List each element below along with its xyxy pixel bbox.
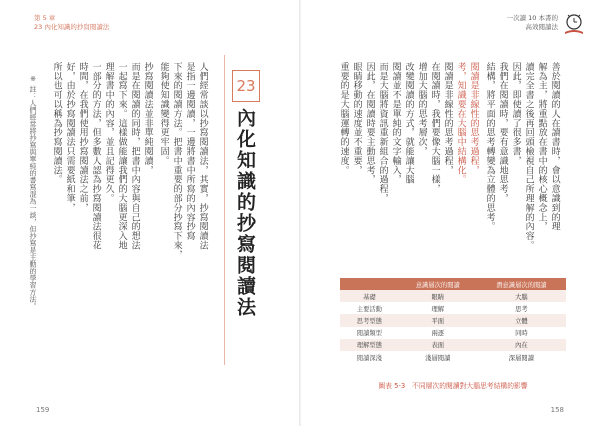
right-body-col-15: 重要的是大腦運轉的速度。 — [338, 62, 349, 175]
left-body-col-1: 人們經常談以抄寫閱讀法，其實，抄寫閱讀法 — [197, 62, 208, 250]
table-cell: 大腦 — [477, 290, 566, 302]
comparison-table — [340, 278, 566, 363]
right-body-col-12: 而是大腦將資訊重新組合的過程， — [377, 62, 388, 203]
section-number: 23 — [232, 70, 260, 102]
left-body-col-5: 抄寫閱讀法並非單純閱讀， — [142, 62, 153, 175]
table-cell: 同時 — [477, 327, 566, 339]
right-body-col-13: 因此，在閱讀時要主動思考， — [364, 62, 375, 185]
table-cell: 深層閱讀 — [477, 351, 566, 363]
running-head — [507, 14, 558, 32]
left-body-col-9: 一部分的方法，但多數人認為抄寫閱讀法很花 — [90, 62, 101, 250]
right-body-col-6: 結構，將平面的思考轉變為立體的思考。 — [484, 62, 495, 232]
table-cell: 內在 — [477, 339, 566, 351]
chapter-label: 第 5 章 — [34, 14, 56, 22]
chapter-header — [34, 14, 109, 32]
left-body-col-2: 是指一邊閱讀，一邊將書中所寫的內容抄寫 — [184, 62, 195, 241]
table-row — [340, 327, 566, 339]
table-row — [340, 314, 566, 326]
left-page-number: 159 — [36, 406, 50, 414]
table-cell: 理解 — [399, 302, 477, 314]
table-cell: 閱讀類型 — [340, 327, 399, 339]
left-body-col-8: 理解書中的內容，並且記得更久。 — [103, 62, 114, 203]
table-row — [340, 339, 566, 351]
right-body-col-10: 改變閱讀的方式，就能讓大腦 — [403, 62, 414, 185]
right-body-col-2: 解為主，將重點放在書中的核心概念上， — [536, 62, 547, 232]
right-body-col-8: 在閱讀時，我們要像大腦一樣， — [429, 62, 440, 194]
table-cell: 淺層閱讀 — [399, 351, 477, 363]
left-body-col-7: 一起寫下來。這樣做能讓我們的大腦更深入地 — [116, 62, 127, 250]
right-page-number: 158 — [550, 406, 564, 414]
left-body-col-6: 而是在閱讀的同時，把書中內容與自己的想法 — [129, 62, 140, 250]
table-cell: 平面 — [399, 314, 477, 326]
clock-book-icon — [562, 12, 586, 36]
table-header-row — [340, 278, 566, 290]
table-header-cell — [340, 278, 399, 290]
table-cell: 表面 — [399, 339, 477, 351]
running-head-line2: 高效閱讀法 — [525, 23, 558, 31]
table-cell: 思考型態 — [340, 314, 399, 326]
table-cell: 眼睛 — [399, 290, 477, 302]
right-body-col-1: 善於閱讀的人在讀書時，會以意識到的理 — [549, 62, 560, 232]
right-body-col-4: 因此，即使讀了很多書， — [510, 62, 521, 166]
left-body-col-3: 下來的閱讀方法。把書中重要的部分抄寫下來， — [171, 62, 182, 260]
left-body-col-4: 能夠使知識變得更牢固。 — [158, 62, 169, 166]
footnote: ※ 註：人們經常將抄寫與單純的書寫混為一談，但抄寫是主動的學習方法。 — [29, 75, 37, 310]
figure-caption: 圖表 5-3 不同層次的閱讀對大腦思考結構的影響 — [378, 382, 528, 390]
right-body-col-7: 閱讀是非線性的思考過程， — [442, 62, 453, 175]
table-cell: 閱讀深淺 — [340, 351, 399, 363]
right-body-col-5: 我們在閱讀時，要有意識地思考， — [497, 62, 508, 203]
right-body-col-9: 增加大腦的思考層次， — [416, 62, 427, 156]
right-highlight-col-2: 考，知識要在大腦中結構化。 — [455, 62, 466, 185]
right-body-col-3: 讀完全書之後再回頭檢視自己所理解的內容。 — [523, 62, 534, 250]
table-cell: 理解型態 — [340, 339, 399, 351]
book-gutter — [299, 0, 301, 426]
table-row — [340, 302, 566, 314]
table-cell: 立體 — [477, 314, 566, 326]
section-title: 內化知識的抄寫閱讀法 — [234, 108, 256, 318]
table-row — [340, 351, 566, 363]
left-body-col-12: 所以也可以稱為抄寫閱讀法。 — [51, 62, 62, 185]
table-header-cell: 潛意識層次的閱讀 — [477, 278, 566, 290]
table-row — [340, 290, 566, 302]
table-cell: 思考 — [477, 302, 566, 314]
table-cell: 兩逐 — [399, 327, 477, 339]
table-cell: 主要活動 — [340, 302, 399, 314]
left-body-col-10: 時間，在我們使用抄寫閱讀法之前， — [77, 62, 88, 213]
table-header-cell: 意識層次的閱讀 — [399, 278, 477, 290]
chapter-subtitle: 23 內化知識的抄寫閱讀法 — [34, 23, 110, 31]
running-head-line1: 一次讀 10 本書的 — [506, 14, 558, 22]
right-body-col-11: 閱讀並不是單純的文字輸入， — [390, 62, 401, 185]
right-body-col-14: 眼睛移動的速度並不重要， — [351, 62, 362, 175]
left-body-col-11: 好，由於抄寫閱讀法只需要紙和筆， — [64, 62, 75, 213]
table-cell: 基礎 — [340, 290, 399, 302]
right-highlight-col-1: 閱讀是非線性的思考過程， — [468, 62, 479, 175]
